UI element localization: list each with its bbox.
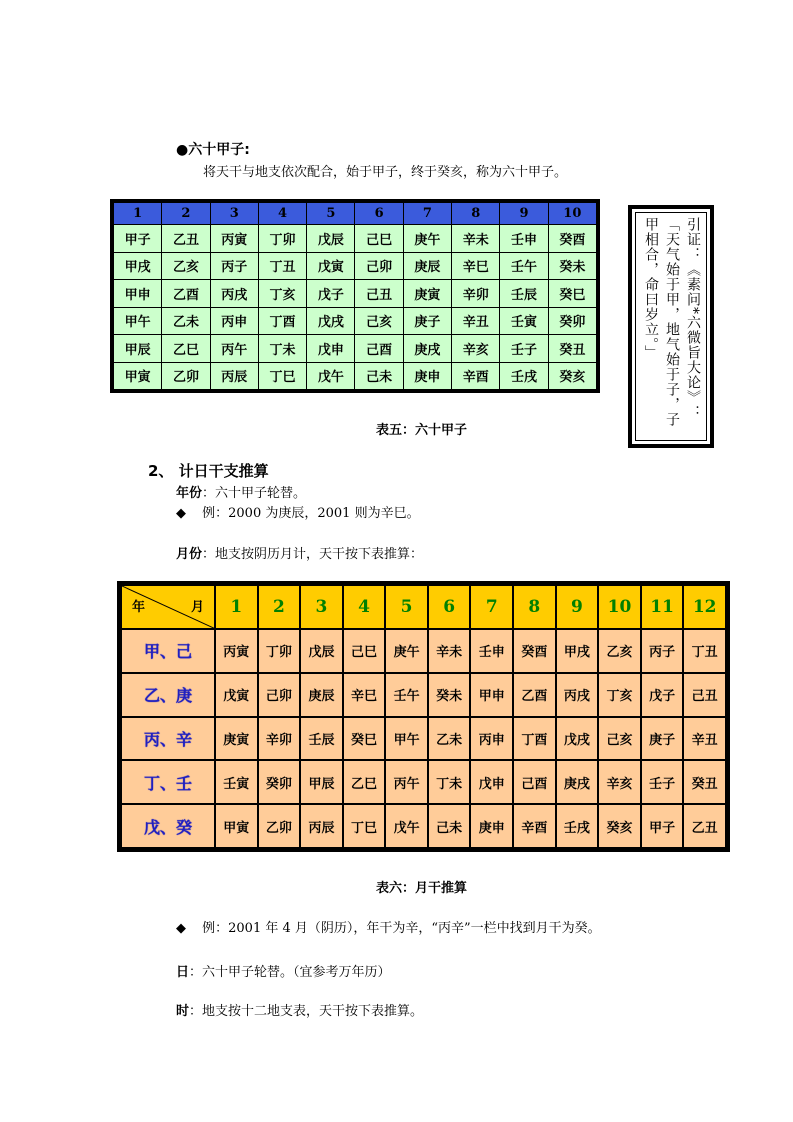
- table-cell: 癸亥: [598, 804, 641, 848]
- table-cell: 甲辰: [300, 760, 343, 804]
- table-row: [121, 717, 726, 761]
- month-header: 7: [470, 585, 513, 629]
- example-text: 例：2000 为庚辰，2001 则为辛巳。: [202, 506, 420, 521]
- table-cell: 丁酉: [513, 717, 556, 761]
- table-cell: 壬寅: [215, 760, 258, 804]
- table5-caption: 表五：六十甲子: [376, 423, 468, 438]
- table-cell: 丙戌: [556, 673, 599, 717]
- table-cell: 乙卯: [162, 362, 210, 390]
- month-header: 8: [513, 585, 556, 629]
- corner-month-label: 月: [190, 600, 204, 615]
- table-cell: 丙辰: [300, 804, 343, 848]
- column-header: 2: [162, 203, 210, 225]
- table-cell: 庚寅: [215, 717, 258, 761]
- table-cell: 壬午: [500, 252, 548, 280]
- table-cell: 己未: [428, 804, 471, 848]
- table-cell: 癸未: [428, 673, 471, 717]
- table6-caption: 表六：月干推算: [376, 881, 468, 896]
- table-cell: 乙丑: [683, 804, 726, 848]
- table-cell: 庚辰: [300, 673, 343, 717]
- table-cell: 辛未: [428, 629, 471, 673]
- table-cell: 庚戌: [403, 335, 451, 363]
- table-cell: 乙巳: [162, 335, 210, 363]
- table-row: [121, 673, 726, 717]
- day-line: [176, 961, 391, 980]
- table-cell: 丁巳: [258, 362, 306, 390]
- table-cell: 丁酉: [258, 307, 306, 335]
- table-cell: 丙寅: [215, 629, 258, 673]
- table-cell: 辛未: [452, 225, 500, 253]
- table-cell: 戊寅: [307, 252, 355, 280]
- month-header: 9: [556, 585, 599, 629]
- table-cell: 乙酉: [513, 673, 556, 717]
- example-line-1: [176, 502, 420, 521]
- table-cell: 丁巳: [343, 804, 386, 848]
- table-cell: 乙亥: [162, 252, 210, 280]
- table-cell: 壬戌: [500, 362, 548, 390]
- sixty-jiazi-table: [110, 199, 600, 393]
- table-cell: 癸丑: [548, 335, 596, 363]
- table-cell: 己未: [355, 362, 403, 390]
- table-cell: 丙午: [210, 335, 258, 363]
- diamond-icon: ◆: [176, 921, 186, 936]
- table-cell: 丁丑: [258, 252, 306, 280]
- table-cell: 癸酉: [513, 629, 556, 673]
- table-cell: 戊戌: [556, 717, 599, 761]
- column-header: 7: [403, 203, 451, 225]
- table-cell: 丁未: [258, 335, 306, 363]
- table-cell: 庚申: [470, 804, 513, 848]
- table-cell: 辛丑: [452, 307, 500, 335]
- quote-box: [628, 205, 714, 448]
- month-stem-table: [117, 581, 730, 852]
- table-cell: 戊戌: [307, 307, 355, 335]
- table-cell: 甲戌: [556, 629, 599, 673]
- table-cell: 甲子: [641, 804, 684, 848]
- day-text: ：六十甲子轮替。（宜参考万年历）: [189, 965, 391, 980]
- table-row: [114, 362, 597, 390]
- table-cell: 丙午: [385, 760, 428, 804]
- column-header: 4: [258, 203, 306, 225]
- month-line: [176, 543, 423, 562]
- month-header: 6: [428, 585, 471, 629]
- table-cell: 庚辰: [403, 252, 451, 280]
- month-header: 2: [258, 585, 301, 629]
- year-line: [176, 482, 306, 501]
- table-row: [114, 307, 597, 335]
- table-cell: 辛丑: [683, 717, 726, 761]
- table-cell: 庚申: [403, 362, 451, 390]
- table-cell: 癸亥: [548, 362, 596, 390]
- month-header: 3: [300, 585, 343, 629]
- table-row: [114, 335, 597, 363]
- month-header: 1: [215, 585, 258, 629]
- table-cell: 戊辰: [307, 225, 355, 253]
- column-header: 6: [355, 203, 403, 225]
- table-cell: 己丑: [683, 673, 726, 717]
- quote-text: 引证：《素问*六微旨大论》：「天气始于甲，地气始于子，子甲相合，命曰岁立。」: [643, 217, 701, 427]
- table-cell: 戊辰: [300, 629, 343, 673]
- month-header: 11: [641, 585, 684, 629]
- table-cell: 己卯: [258, 673, 301, 717]
- table-cell: 癸未: [548, 252, 596, 280]
- table-cell: 壬子: [641, 760, 684, 804]
- table-cell: 庚子: [403, 307, 451, 335]
- table-corner-cell: [121, 585, 215, 629]
- month-header: 12: [683, 585, 726, 629]
- table-cell: 癸卯: [258, 760, 301, 804]
- month-header: 4: [343, 585, 386, 629]
- section-title-day-calc: 2、 计日干支推算: [148, 462, 269, 480]
- table-cell: 己亥: [598, 717, 641, 761]
- table-row: [114, 252, 597, 280]
- table-row: [121, 804, 726, 848]
- table-cell: 丙子: [210, 252, 258, 280]
- column-header: 9: [500, 203, 548, 225]
- table-cell: 庚午: [403, 225, 451, 253]
- table-cell: 丁未: [428, 760, 471, 804]
- example-text: 例：2001 年 4 月（阴历），年干为辛，“丙辛”一栏中找到月干为癸。: [202, 921, 601, 936]
- table-cell: 辛酉: [452, 362, 500, 390]
- table-cell: 癸巳: [548, 280, 596, 308]
- month-header: 10: [598, 585, 641, 629]
- column-header: 1: [114, 203, 162, 225]
- table-cell: 己亥: [355, 307, 403, 335]
- table-cell: 辛亥: [598, 760, 641, 804]
- hour-text: ：地支按十二地支表，天干按下表推算。: [189, 1004, 424, 1019]
- month-text: ：地支按阴历月计，天干按下表推算：: [202, 547, 424, 562]
- table-cell: 甲戌: [114, 252, 162, 280]
- table-cell: 丁卯: [258, 629, 301, 673]
- table-cell: 壬子: [500, 335, 548, 363]
- table-cell: 丙寅: [210, 225, 258, 253]
- table-cell: 壬寅: [500, 307, 548, 335]
- year-stem-label: 甲、己: [121, 629, 215, 673]
- table-cell: 庚寅: [403, 280, 451, 308]
- table-cell: 辛巳: [343, 673, 386, 717]
- table-cell: 乙丑: [162, 225, 210, 253]
- table-cell: 丁卯: [258, 225, 306, 253]
- table-row: [114, 225, 597, 253]
- table-cell: 戊子: [641, 673, 684, 717]
- table-cell: 甲午: [114, 307, 162, 335]
- table-cell: 庚子: [641, 717, 684, 761]
- table-cell: 壬辰: [500, 280, 548, 308]
- table-cell: 甲辰: [114, 335, 162, 363]
- table-cell: 乙卯: [258, 804, 301, 848]
- year-stem-label: 戊、癸: [121, 804, 215, 848]
- table-cell: 丁丑: [683, 629, 726, 673]
- month-label: 月份: [176, 547, 203, 562]
- year-label: 年份: [176, 486, 203, 501]
- table-cell: 丙辰: [210, 362, 258, 390]
- table-cell: 丙子: [641, 629, 684, 673]
- table-cell: 甲申: [470, 673, 513, 717]
- table-cell: 壬午: [385, 673, 428, 717]
- table-cell: 戊子: [307, 280, 355, 308]
- column-header: 10: [548, 203, 596, 225]
- table-cell: 乙未: [162, 307, 210, 335]
- table-cell: 己酉: [513, 760, 556, 804]
- table-cell: 甲申: [114, 280, 162, 308]
- month-header: 5: [385, 585, 428, 629]
- table-cell: 戊午: [307, 362, 355, 390]
- table-cell: 丁亥: [598, 673, 641, 717]
- table-cell: 丁亥: [258, 280, 306, 308]
- table-cell: 己丑: [355, 280, 403, 308]
- table-cell: 庚戌: [556, 760, 599, 804]
- table-cell: 壬戌: [556, 804, 599, 848]
- table-row: [121, 629, 726, 673]
- table-cell: 甲寅: [215, 804, 258, 848]
- table-cell: 癸卯: [548, 307, 596, 335]
- day-label: 日: [176, 965, 190, 980]
- table-cell: 乙未: [428, 717, 471, 761]
- table-cell: 乙酉: [162, 280, 210, 308]
- table-cell: 己巳: [343, 629, 386, 673]
- table-cell: 丙戌: [210, 280, 258, 308]
- table-cell: 辛酉: [513, 804, 556, 848]
- table-cell: 乙巳: [343, 760, 386, 804]
- table-cell: 甲午: [385, 717, 428, 761]
- table-cell: 辛亥: [452, 335, 500, 363]
- table-row: [114, 280, 597, 308]
- section-title-sixty-jiazi: ●六十甲子:: [176, 142, 250, 158]
- example-line-2: [176, 917, 601, 936]
- table-cell: 辛巳: [452, 252, 500, 280]
- table-cell: 庚午: [385, 629, 428, 673]
- table-cell: 戊寅: [215, 673, 258, 717]
- table-cell: 壬申: [470, 629, 513, 673]
- diamond-icon: ◆: [176, 506, 186, 521]
- table-cell: 辛卯: [258, 717, 301, 761]
- table-row: [121, 760, 726, 804]
- table-cell: 壬申: [500, 225, 548, 253]
- table-cell: 壬辰: [300, 717, 343, 761]
- section-description: 将天干与地支依次配合，始于甲子，终于癸亥，称为六十甲子。: [203, 165, 568, 180]
- year-text: ：六十甲子轮替。: [202, 486, 307, 501]
- column-header: 8: [452, 203, 500, 225]
- table-cell: 戊申: [307, 335, 355, 363]
- table-cell: 戊申: [470, 760, 513, 804]
- table-cell: 甲寅: [114, 362, 162, 390]
- table-cell: 辛卯: [452, 280, 500, 308]
- table-cell: 癸丑: [683, 760, 726, 804]
- hour-label: 时: [176, 1004, 190, 1019]
- table-cell: 癸酉: [548, 225, 596, 253]
- year-stem-label: 丁、壬: [121, 760, 215, 804]
- table-cell: 己卯: [355, 252, 403, 280]
- table-cell: 己巳: [355, 225, 403, 253]
- table-cell: 甲子: [114, 225, 162, 253]
- table-header-row: [114, 203, 597, 225]
- table-cell: 己酉: [355, 335, 403, 363]
- table-header-row: [121, 585, 726, 629]
- year-stem-label: 丙、辛: [121, 717, 215, 761]
- table-cell: 癸巳: [343, 717, 386, 761]
- corner-year-label: 年: [132, 600, 146, 615]
- column-header: 3: [210, 203, 258, 225]
- column-header: 5: [307, 203, 355, 225]
- table-cell: 丙申: [470, 717, 513, 761]
- hour-line: [176, 1000, 423, 1019]
- table-cell: 戊午: [385, 804, 428, 848]
- year-stem-label: 乙、庚: [121, 673, 215, 717]
- table-cell: 丙申: [210, 307, 258, 335]
- table-cell: 乙亥: [598, 629, 641, 673]
